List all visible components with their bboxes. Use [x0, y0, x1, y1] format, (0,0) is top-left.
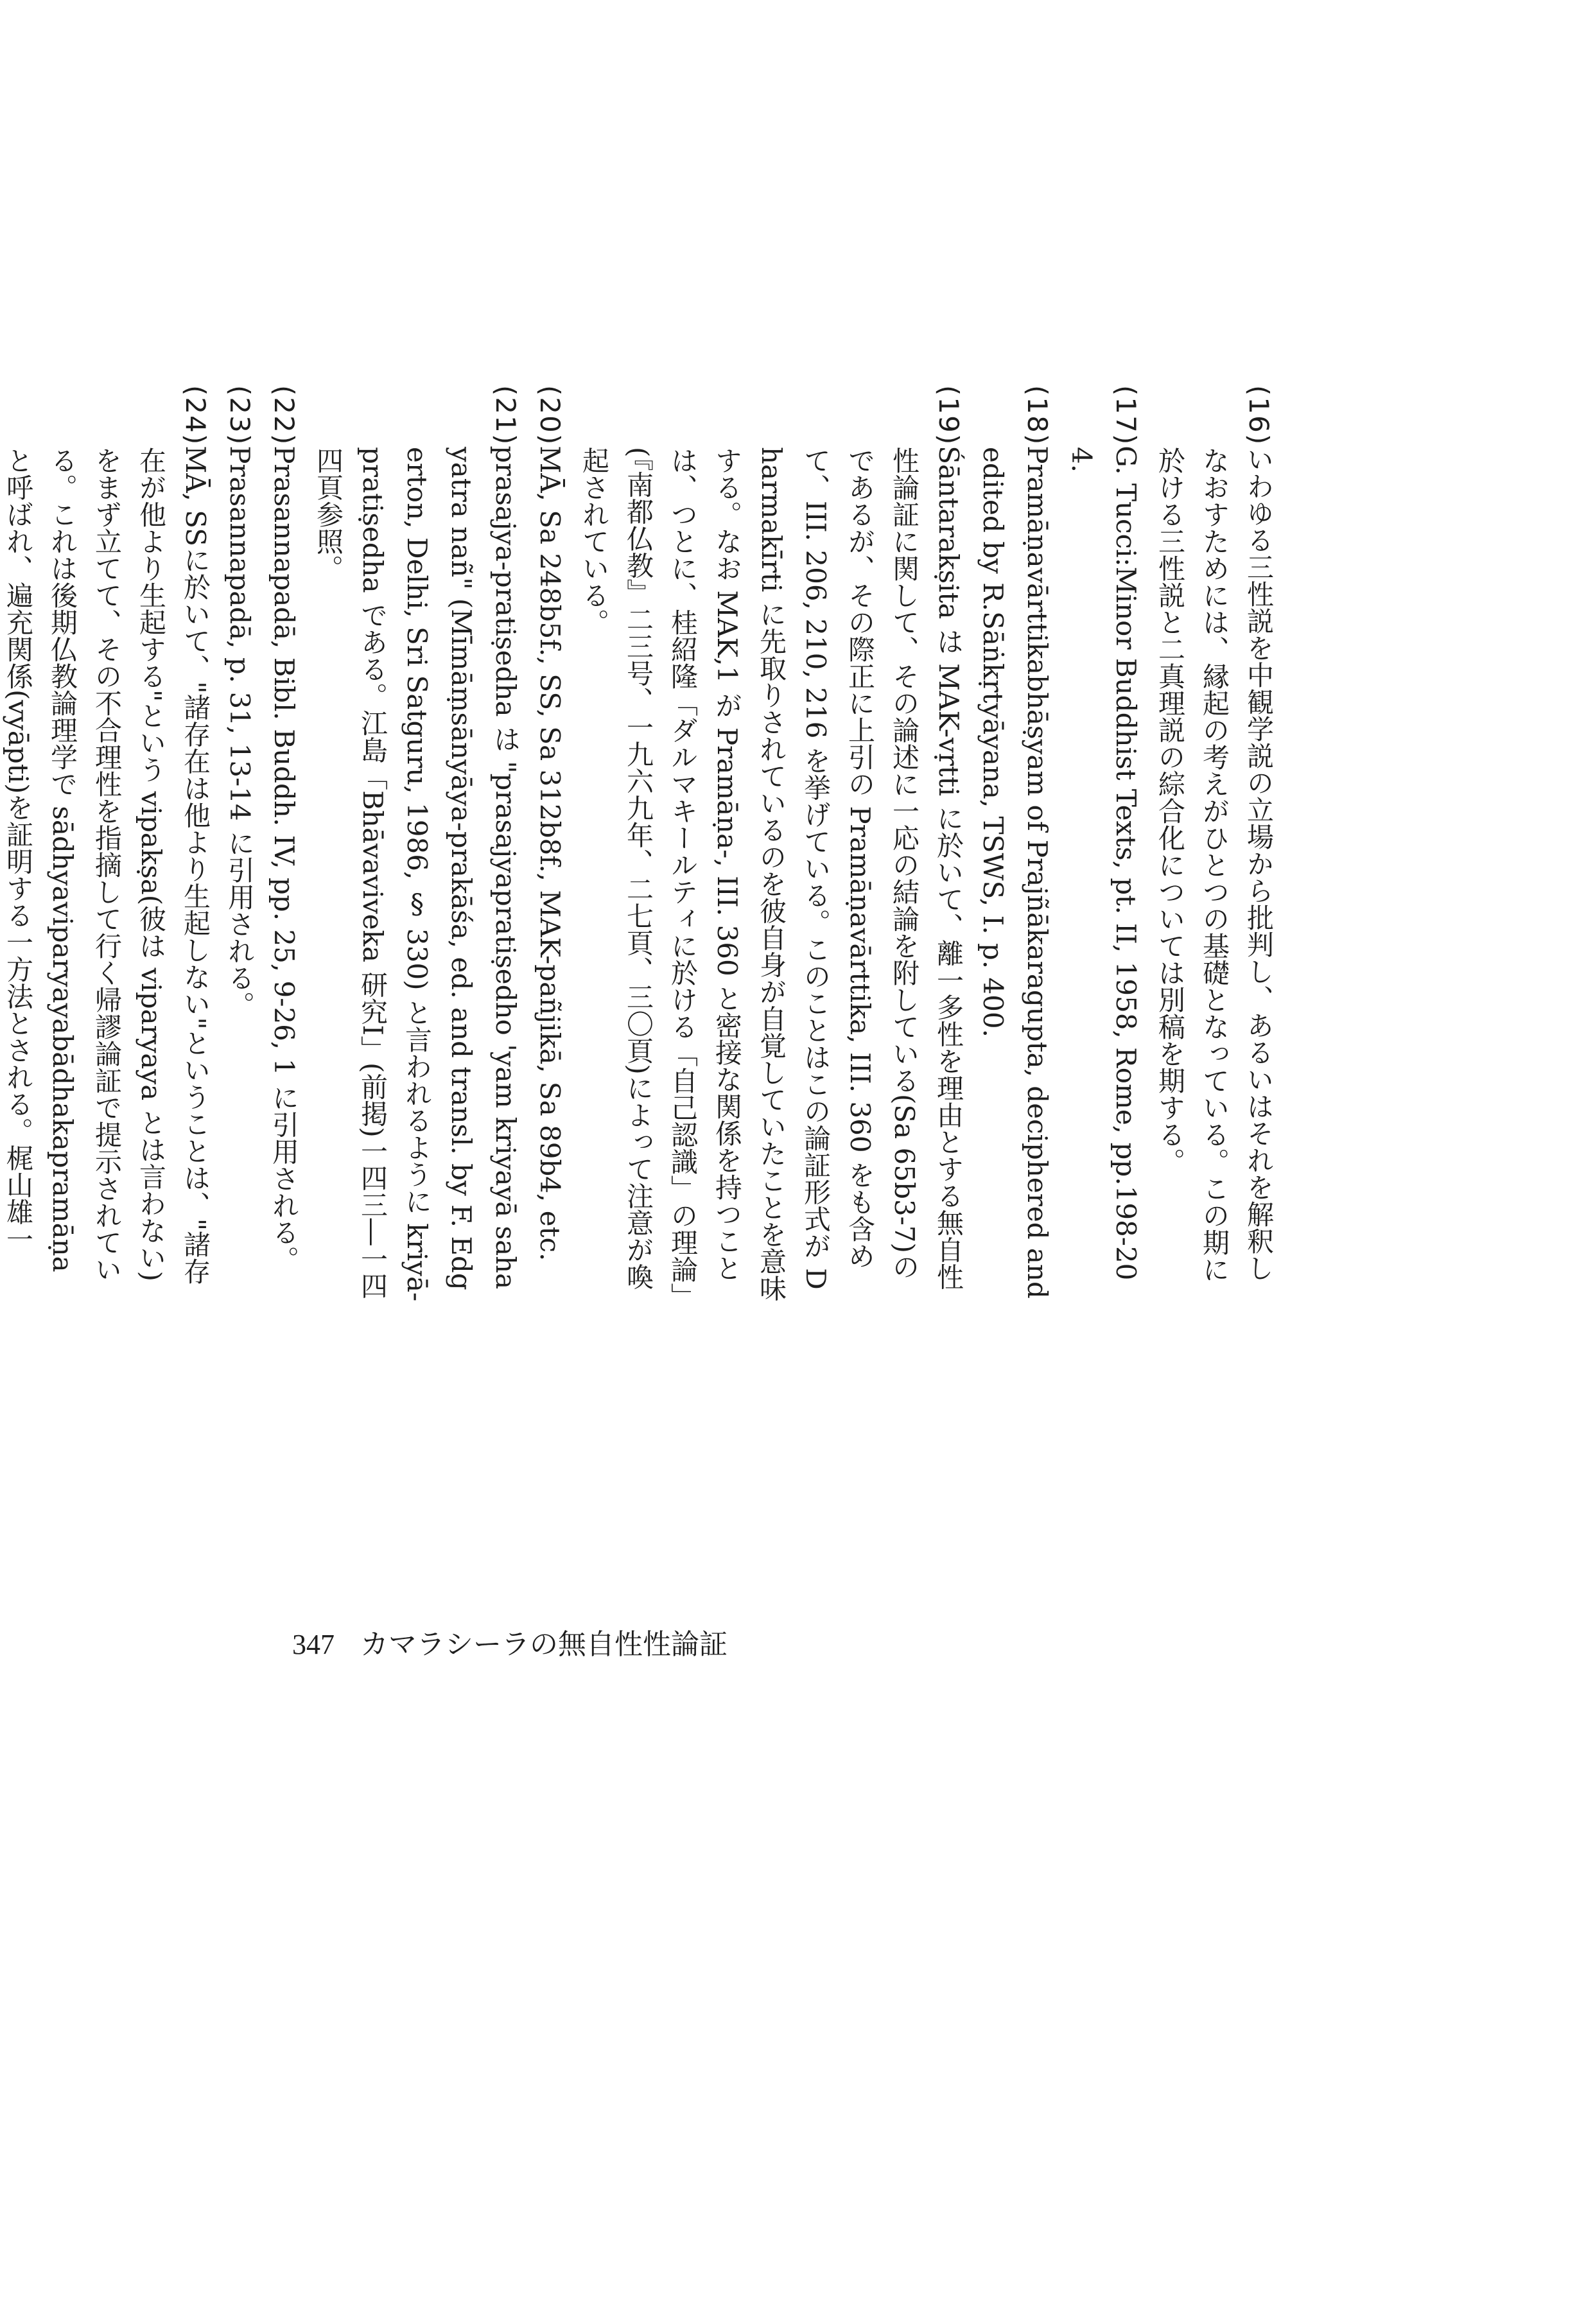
footnote-text: Pramāṇavārttikabhāṣyam of Prajñākaragupta, deciphered and edited by R.Sāṅkṛtyāyana, TSWS, I. p. 400.: [977, 446, 1053, 1299]
footnote-number: (20): [534, 385, 566, 446]
footnote-number: (17): [1110, 385, 1142, 446]
footnote-16: [1148, 385, 1281, 1303]
page-footer: [292, 1621, 728, 1662]
footnote-text: MĀ, Sa 248b5f., SS, Sa 312b8f., MAK-pañjikā, Sa 89b4, etc.: [534, 446, 566, 1262]
page-number: 347: [292, 1629, 335, 1660]
footnote-number: (18): [1022, 385, 1053, 446]
footnote-21: [306, 385, 528, 1303]
footnote-number: (23): [224, 385, 256, 446]
footnote-23: [218, 385, 262, 1303]
running-title: カマラシーラの無自性性論証: [360, 1628, 728, 1661]
footnote-text: いわゆる三性説を中観学説の立場から批判し、あるいはそれを解釈しなおすためには、縁起の考えがひとつの基礎となっている。この期に於ける三性説と二真理説の綜合化については別稿を期する。: [1155, 446, 1275, 1283]
footnote-number: (16): [1243, 385, 1275, 446]
footnote-text: Śāntarakṣita は MAK-vṛtti に於いて、離一多性を理由とする無自性性論証に関して、その論述に一応の結論を附している(Sa 65b3-7)のであるが、その際正に上引の Pramāṇavārttika, III. 360 をも含めて、III. 206, 210, 216 を挙げている。このことはこの論証形式が Dharmakīrti に先取りされているのを彼自身が自覚していたことを意味する。なお MAK,1 が Pramāṇa-, III. 360 と密接な関係を持つことは、つとに、桂紹隆「ダルマキールティに於ける「自己認識」の理論」(『南都仏教』二三号、一九六九年、二七頁、三〇頁)によって注意が喚起されている。: [579, 446, 964, 1302]
footnote-17: [1059, 385, 1148, 1303]
footnote-text: prasajya-pratiṣedha は "prasajyapratiṣedho 'yam kriyayā saha yatra nañ" (Mīmāṃsānyāya-prakāśa, ed. and transl. by F. Edgerton, Delhi, Sri Satguru, 1986, § 330) と言われるように kriyā-pratiṣedha である。江島「Bhāvaviveka 研究I」(前掲)一四三―一四四頁参照。: [313, 446, 521, 1302]
footnote-24: [0, 385, 218, 1303]
footnote-number: (21): [490, 385, 521, 446]
footnote-text: Prasannapadā, Bibl. Buddh. IV, pp. 25, 9-26, 1 に引用される。: [268, 446, 300, 1273]
footnote-number: (19): [933, 385, 964, 446]
footnote-18: [971, 385, 1059, 1303]
footnote-19: [572, 385, 971, 1303]
footnote-20: [528, 385, 572, 1303]
footnote-text: Prasannapadā, p. 31, 13-14 に引用される。: [224, 446, 256, 1019]
footnotes-column: [3, 385, 1281, 1303]
footnote-number: (24): [180, 385, 211, 446]
footnote-22: [262, 385, 306, 1303]
footnote-text: MĀ, SSに於いて、"諸存在は他より生起しない"ということは、"諸存在が他より生起する"という vipakṣa(彼は viparyaya とは言わない)をまず立てて、その不合理性を指摘して行く帰謬論証で提示されている。これは後期仏教論理学で sādhyaviparyayabādhakapramāṇa と呼ばれ、遍充関係(vyāpti)を証明する一方法とされる。梶山雄一: [3, 446, 211, 1285]
footnote-text: G. Tucci:Minor Buddhist Texts, pt. II, 1958, Rome, pp.198-204.: [1066, 446, 1142, 1281]
footnote-number: (22): [268, 385, 300, 446]
